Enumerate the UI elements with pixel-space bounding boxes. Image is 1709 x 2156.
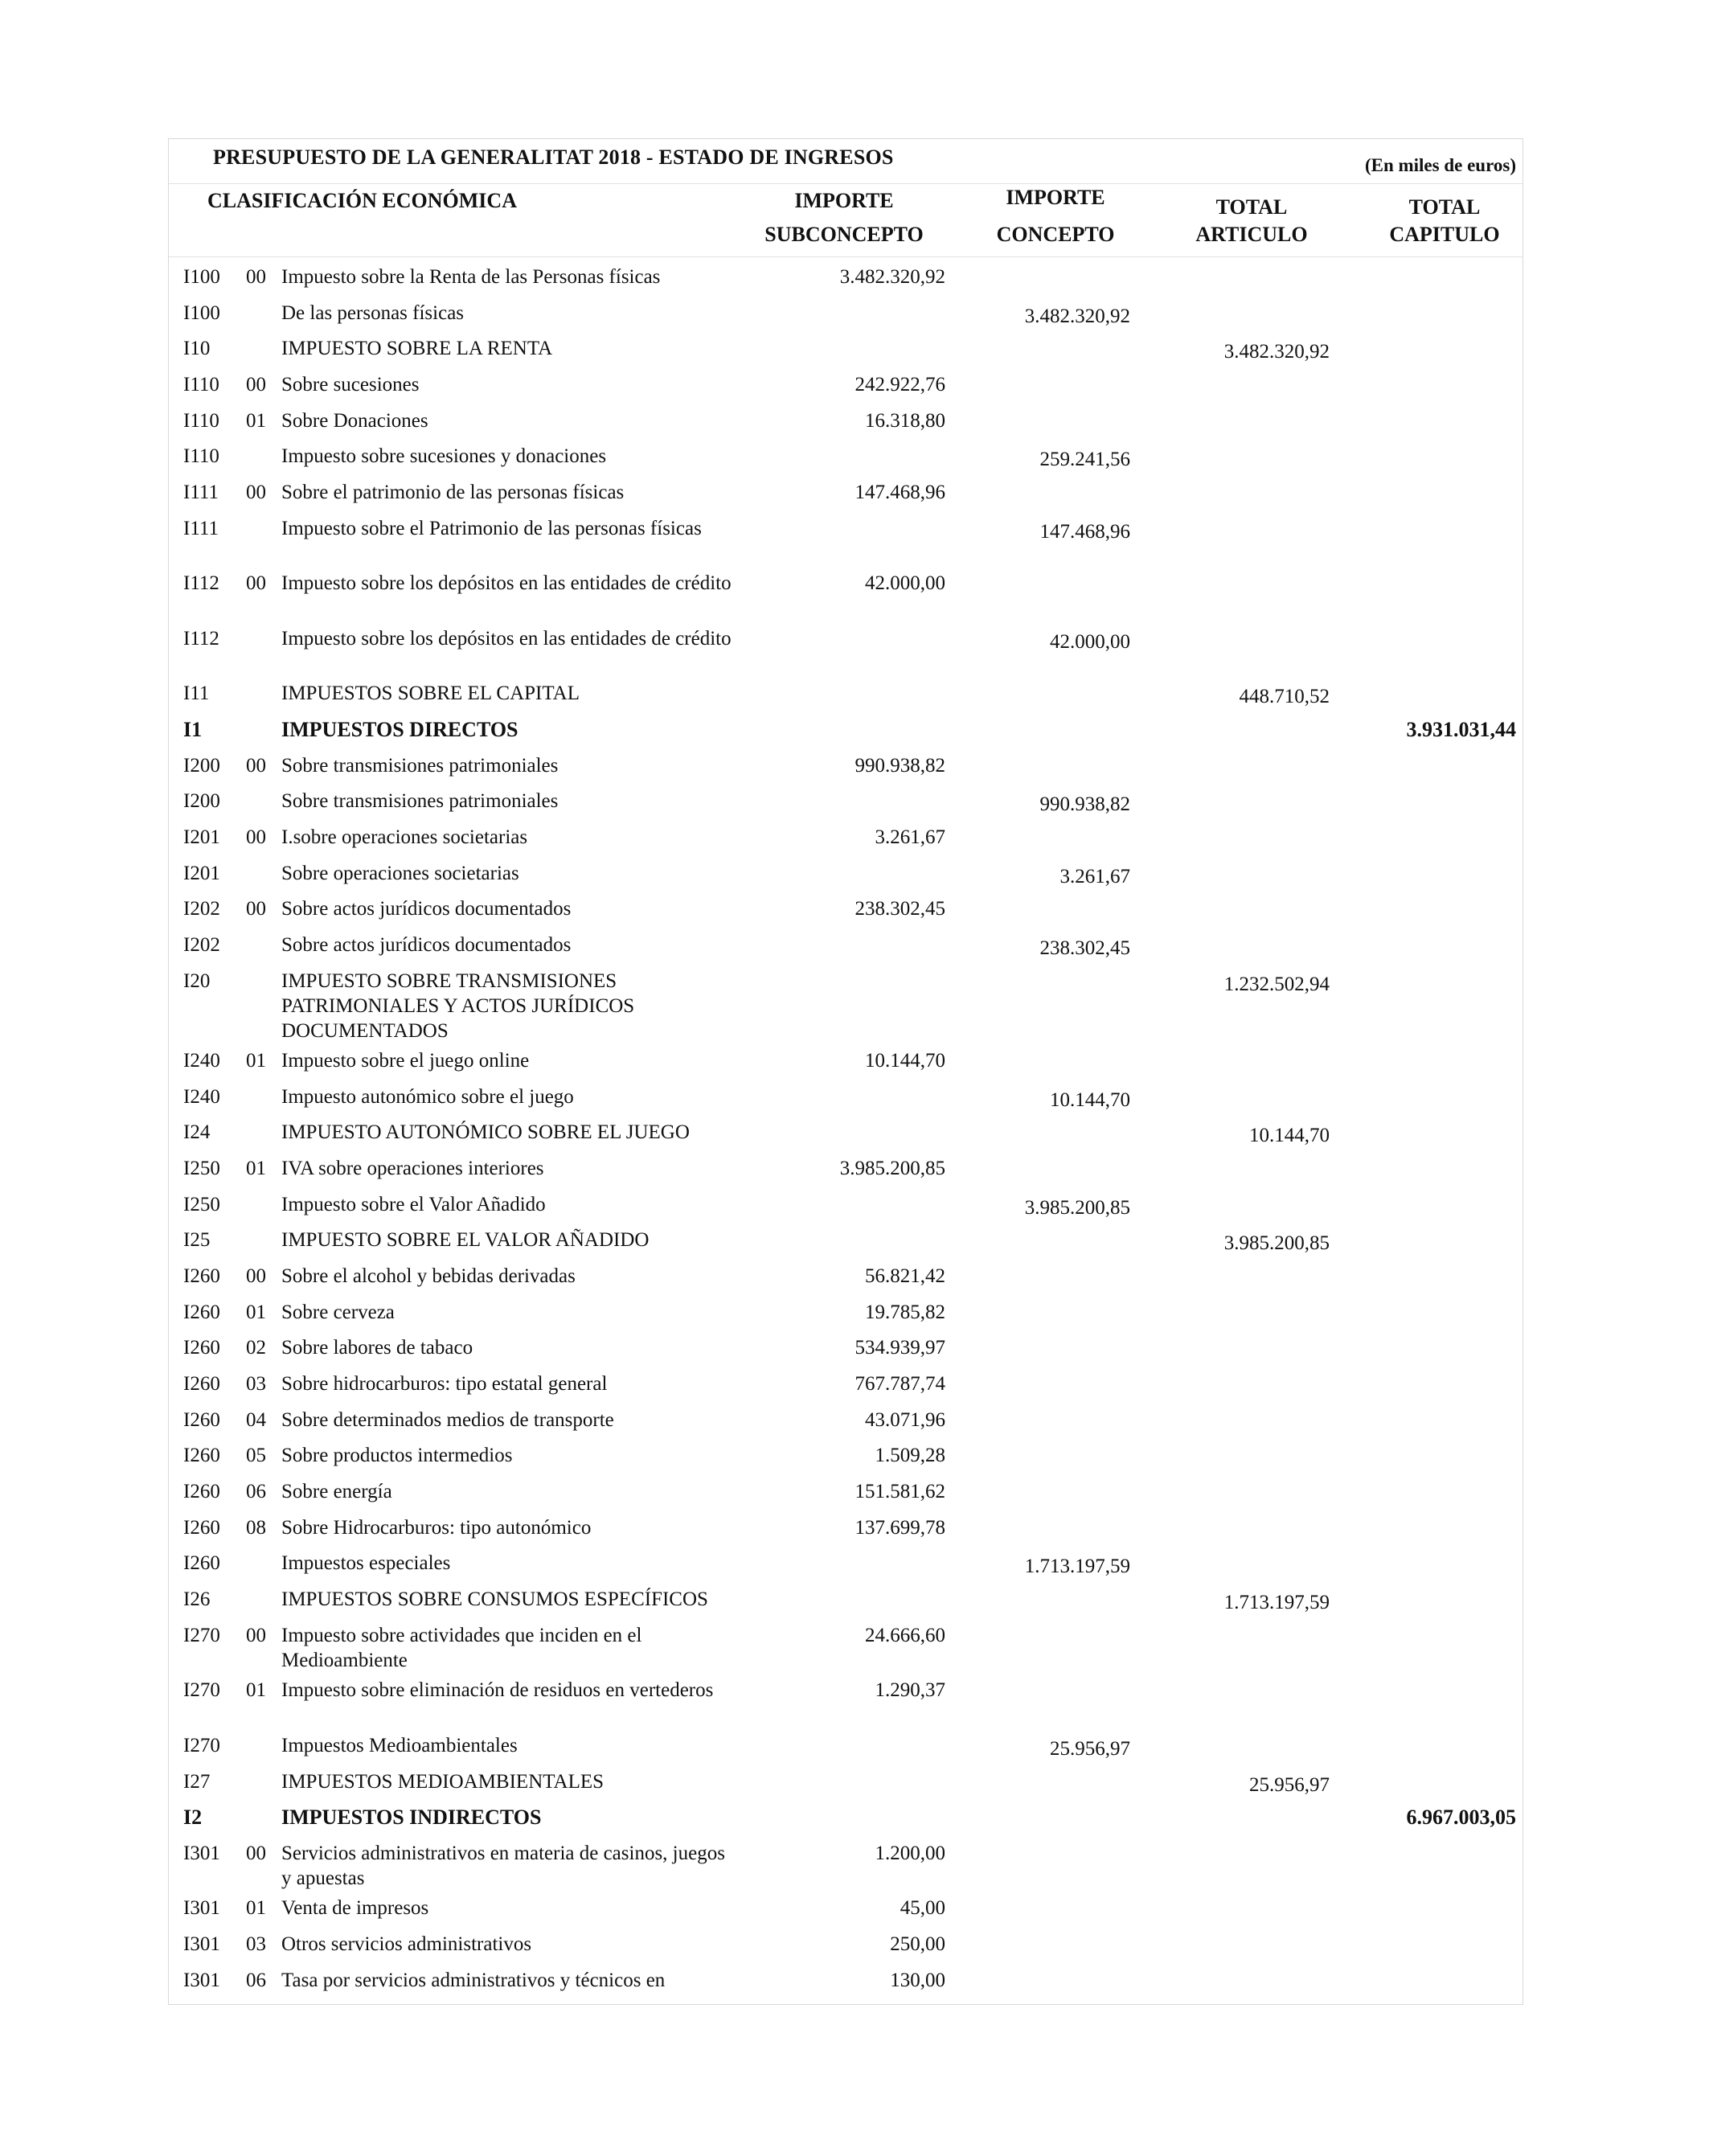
- row-subcode: 00: [246, 482, 266, 504]
- table-row: [169, 1479, 1523, 1515]
- row-importe-subconcepto: 24.666,60: [865, 1624, 945, 1646]
- row-description: Impuesto sobre eliminación de residuos en vertederos: [281, 1679, 714, 1702]
- row-description: Venta de impresos: [281, 1897, 429, 1920]
- row-importe-subconcepto: 147.468,96: [854, 482, 945, 504]
- table-row: [169, 1805, 1523, 1841]
- row-description: Sobre productos intermedios: [281, 1445, 513, 1467]
- row-subcode: 01: [246, 1157, 266, 1179]
- table-row: [169, 1371, 1523, 1408]
- table-row: [169, 1300, 1523, 1336]
- row-code: I270: [183, 1734, 220, 1756]
- row-code: I26: [183, 1588, 211, 1611]
- row-importe-concepto: 10.144,70: [1050, 1088, 1130, 1111]
- table-row: [169, 480, 1523, 516]
- document-title: PRESUPUESTO DE LA GENERALITAT 2018 - ESTADO DE INGRESOS: [213, 146, 894, 169]
- row-description: Impuesto sobre el juego online: [281, 1049, 530, 1072]
- table-row: [169, 1551, 1523, 1587]
- row-code: I301: [183, 1933, 220, 1956]
- row-total-articulo: 448.710,52: [1239, 686, 1330, 708]
- table-row: [169, 1932, 1523, 1968]
- table-row: [169, 861, 1523, 897]
- row-importe-concepto: 238.302,45: [1039, 937, 1130, 960]
- row-importe-subconcepto: 238.302,45: [854, 898, 945, 920]
- table-row: [169, 1335, 1523, 1371]
- row-code: I202: [183, 898, 220, 920]
- row-description: Sobre actos jurídicos documentados: [281, 898, 572, 920]
- row-subcode: 06: [246, 1481, 266, 1503]
- table-row: [169, 932, 1523, 969]
- row-importe-subconcepto: 56.821,42: [865, 1264, 945, 1287]
- table-row: [169, 1896, 1523, 1932]
- row-importe-subconcepto: 10.144,70: [865, 1049, 945, 1072]
- row-subcode: 06: [246, 1969, 266, 1991]
- row-code: I240: [183, 1085, 220, 1108]
- row-subcode: 03: [246, 1373, 266, 1395]
- header-concepto-bottom: CONCEPTO: [996, 223, 1115, 246]
- table-row: [169, 789, 1523, 825]
- row-importe-concepto: 3.261,67: [1059, 865, 1130, 887]
- row-description: Tasa por servicios administrativos y técnicos en: [281, 1969, 666, 1991]
- table-row: [169, 896, 1523, 932]
- row-subcode: 04: [246, 1408, 266, 1431]
- row-description: Sobre determinados medios de transporte: [281, 1408, 614, 1431]
- table-row: [169, 626, 1523, 682]
- row-importe-subconcepto: 45,00: [900, 1897, 945, 1920]
- row-description: Otros servicios administrativos: [281, 1933, 532, 1956]
- row-description: Servicios administrativos en materia de casinos, juegos y apuestas: [281, 1842, 725, 1889]
- row-description: Sobre sucesiones: [281, 374, 420, 396]
- row-description: Impuesto sobre sucesiones y donaciones: [281, 445, 607, 468]
- row-description: Impuesto autonómico sobre el juego: [281, 1085, 574, 1108]
- row-description: Impuesto sobre la Renta de las Personas físicas: [281, 266, 661, 288]
- row-code: I301: [183, 1897, 220, 1920]
- row-code: I201: [183, 862, 220, 884]
- row-code: I2: [183, 1806, 203, 1830]
- table-row: [169, 969, 1523, 1048]
- row-total-articulo: 3.482.320,92: [1223, 341, 1330, 363]
- row-description: IMPUESTOS MEDIOAMBIENTALES: [281, 1770, 605, 1793]
- row-code: I100: [183, 301, 220, 324]
- header-subconcepto-top: IMPORTE: [794, 189, 894, 212]
- row-total-articulo: 25.956,97: [1249, 1773, 1330, 1796]
- table-row: [169, 1192, 1523, 1228]
- row-subcode: 01: [246, 1679, 266, 1702]
- table-row: [169, 336, 1523, 372]
- budget-document: [168, 138, 1523, 2005]
- row-description: Sobre transmisiones patrimoniales: [281, 790, 559, 813]
- row-description: Impuestos Medioambientales: [281, 1734, 518, 1756]
- row-description: Sobre el patrimonio de las personas físicas: [281, 482, 625, 504]
- header-articulo-top: TOTAL: [1215, 195, 1288, 219]
- row-importe-subconcepto: 767.787,74: [854, 1373, 945, 1395]
- row-code: I24: [183, 1121, 211, 1144]
- table-row: [169, 1841, 1523, 1896]
- table-row: [169, 1048, 1523, 1084]
- row-description: Impuestos especiales: [281, 1552, 451, 1575]
- row-description: IMPUESTOS INDIRECTOS: [281, 1806, 542, 1830]
- table-row: [169, 753, 1523, 789]
- row-subcode: 00: [246, 374, 266, 396]
- row-importe-subconcepto: 534.939,97: [854, 1337, 945, 1359]
- row-description: IVA sobre operaciones interiores: [281, 1157, 544, 1179]
- row-description: Impuesto sobre los depósitos en las entidades de crédito: [281, 572, 732, 595]
- row-subcode: 00: [246, 1624, 266, 1646]
- row-subcode: 00: [246, 1842, 266, 1864]
- row-description: Sobre labores de tabaco: [281, 1337, 473, 1359]
- row-description: Sobre operaciones societarias: [281, 862, 519, 884]
- row-importe-concepto: 147.468,96: [1039, 520, 1130, 543]
- row-description: De las personas físicas: [281, 301, 465, 324]
- row-importe-concepto: 42.000,00: [1050, 630, 1130, 653]
- row-importe-subconcepto: 242.922,76: [854, 374, 945, 396]
- row-code: I260: [183, 1301, 220, 1323]
- header-capitulo-top: TOTAL: [1408, 195, 1481, 219]
- row-total-capitulo: 6.967.003,05: [1406, 1806, 1516, 1830]
- row-code: I20: [183, 969, 211, 992]
- row-subcode: 01: [246, 1049, 266, 1072]
- row-code: I110: [183, 374, 219, 396]
- table-row: [169, 516, 1523, 572]
- row-importe-subconcepto: 43.071,96: [865, 1408, 945, 1431]
- row-subcode: 01: [246, 1897, 266, 1920]
- row-code: I1: [183, 718, 203, 741]
- row-description: Impuesto sobre los depósitos en las entidades de crédito: [281, 627, 732, 650]
- table-row: [169, 717, 1523, 753]
- row-code: I111: [183, 517, 219, 539]
- row-subcode: 00: [246, 572, 266, 595]
- row-description: Sobre Donaciones: [281, 409, 428, 432]
- row-code: I110: [183, 409, 219, 432]
- row-description: IMPUESTOS DIRECTOS: [281, 718, 518, 741]
- row-description: I.sobre operaciones societarias: [281, 826, 528, 849]
- row-subcode: 00: [246, 898, 266, 920]
- table-row: [169, 1228, 1523, 1264]
- row-importe-subconcepto: 250,00: [890, 1933, 945, 1956]
- row-code: I11: [183, 682, 210, 705]
- row-importe-subconcepto: 1.290,37: [875, 1679, 945, 1702]
- row-code: I270: [183, 1624, 220, 1646]
- row-description: IMPUESTO AUTONÓMICO SOBRE EL JUEGO: [281, 1121, 690, 1144]
- row-importe-subconcepto: 3.261,67: [875, 826, 945, 849]
- header-articulo-bottom: ARTICULO: [1195, 223, 1308, 246]
- row-description: Sobre hidrocarburos: tipo estatal general: [281, 1373, 608, 1395]
- table-row: [169, 1678, 1523, 1733]
- table-row: [169, 1408, 1523, 1444]
- row-code: I202: [183, 934, 220, 957]
- row-description: IMPUESTO SOBRE LA RENTA: [281, 338, 553, 360]
- row-code: I260: [183, 1481, 220, 1503]
- table-row: [169, 1084, 1523, 1121]
- row-code: I112: [183, 572, 219, 595]
- row-subcode: 00: [246, 266, 266, 288]
- row-code: I250: [183, 1157, 220, 1179]
- row-description: IMPUESTO SOBRE TRANSMISIONES PATRIMONIALES Y ACTOS JURÍDICOS DOCUMENTADOS: [281, 969, 635, 1042]
- row-subcode: 01: [246, 1301, 266, 1323]
- row-code: I111: [183, 482, 219, 504]
- row-description: Sobre el alcohol y bebidas derivadas: [281, 1264, 576, 1287]
- row-subcode: 03: [246, 1933, 266, 1956]
- row-subcode: 05: [246, 1445, 266, 1467]
- row-importe-subconcepto: 1.200,00: [875, 1842, 945, 1864]
- row-description: Sobre cerveza: [281, 1301, 395, 1323]
- header-capitulo-bottom: CAPITULO: [1389, 223, 1500, 246]
- row-code: I110: [183, 445, 219, 468]
- row-code: I200: [183, 754, 220, 777]
- row-description: IMPUESTO SOBRE EL VALOR AÑADIDO: [281, 1229, 650, 1252]
- row-code: I112: [183, 627, 219, 650]
- header-subconcepto-bottom: SUBCONCEPTO: [764, 223, 924, 246]
- table-row: [169, 1587, 1523, 1623]
- title-row: [169, 139, 1523, 184]
- table-row: [169, 264, 1523, 301]
- row-importe-subconcepto: 990.938,82: [854, 754, 945, 777]
- row-total-articulo: 10.144,70: [1249, 1125, 1330, 1147]
- table-row: [169, 1156, 1523, 1192]
- row-importe-subconcepto: 3.985.200,85: [839, 1157, 945, 1179]
- row-code: I260: [183, 1373, 220, 1395]
- row-subcode: 00: [246, 1264, 266, 1287]
- row-description: Sobre actos jurídicos documentados: [281, 934, 572, 957]
- row-importe-subconcepto: 19.785,82: [865, 1301, 945, 1323]
- row-importe-subconcepto: 3.482.320,92: [839, 266, 945, 288]
- row-importe-subconcepto: 16.318,80: [865, 409, 945, 432]
- row-code: I10: [183, 338, 211, 360]
- row-description: Sobre transmisiones patrimoniales: [281, 754, 559, 777]
- table-row: [169, 301, 1523, 337]
- row-code: I27: [183, 1770, 211, 1793]
- row-importe-subconcepto: 1.509,28: [875, 1445, 945, 1467]
- row-total-articulo: 3.985.200,85: [1223, 1232, 1330, 1255]
- table-body: [169, 264, 1523, 2003]
- table-row: [169, 1623, 1523, 1678]
- table-row: [169, 1733, 1523, 1769]
- row-description: Impuesto sobre actividades que inciden en el Medioambiente: [281, 1624, 642, 1671]
- row-total-articulo: 1.713.197,59: [1223, 1592, 1330, 1614]
- header-concepto-top: IMPORTE: [1006, 186, 1105, 209]
- column-headers: [169, 184, 1523, 257]
- row-code: I260: [183, 1445, 220, 1467]
- row-code: I270: [183, 1679, 220, 1702]
- row-importe-concepto: 990.938,82: [1039, 793, 1130, 816]
- row-code: I260: [183, 1337, 220, 1359]
- row-subcode: 08: [246, 1516, 266, 1539]
- table-row: [169, 681, 1523, 717]
- row-description: IMPUESTOS SOBRE EL CAPITAL: [281, 682, 580, 705]
- table-row: [169, 444, 1523, 480]
- row-code: I240: [183, 1049, 220, 1072]
- table-row: [169, 571, 1523, 626]
- row-subcode: 01: [246, 409, 266, 432]
- row-importe-subconcepto: 137.699,78: [854, 1516, 945, 1539]
- table-row: [169, 825, 1523, 861]
- table-row: [169, 1120, 1523, 1156]
- row-description: Impuesto sobre el Patrimonio de las personas físicas: [281, 517, 702, 539]
- table-row: [169, 1443, 1523, 1479]
- row-code: I301: [183, 1969, 220, 1991]
- row-code: I260: [183, 1264, 220, 1287]
- row-code: I301: [183, 1842, 220, 1864]
- row-description: IMPUESTOS SOBRE CONSUMOS ESPECÍFICOS: [281, 1588, 708, 1611]
- row-code: I250: [183, 1193, 220, 1215]
- row-code: I260: [183, 1408, 220, 1431]
- units-note: (En miles de euros): [1364, 155, 1516, 175]
- row-description: Impuesto sobre el Valor Añadido: [281, 1193, 546, 1215]
- table-row: [169, 372, 1523, 408]
- table-row: [169, 1515, 1523, 1551]
- row-code: I25: [183, 1229, 211, 1252]
- row-total-capitulo: 3.931.031,44: [1406, 718, 1516, 741]
- row-importe-subconcepto: 151.581,62: [854, 1481, 945, 1503]
- row-importe-subconcepto: 130,00: [890, 1969, 945, 1991]
- row-description: Sobre Hidrocarburos: tipo autonómico: [281, 1516, 592, 1539]
- row-importe-concepto: 1.713.197,59: [1024, 1556, 1130, 1578]
- row-subcode: 02: [246, 1337, 266, 1359]
- header-clasificacion: CLASIFICACIÓN ECONÓMICA: [207, 189, 517, 212]
- row-importe-concepto: 259.241,56: [1039, 449, 1130, 471]
- table-row: [169, 1769, 1523, 1806]
- table-row: [169, 1264, 1523, 1300]
- row-code: I260: [183, 1552, 220, 1575]
- row-subcode: 00: [246, 826, 266, 849]
- table-row: [169, 408, 1523, 445]
- row-importe-concepto: 3.985.200,85: [1024, 1196, 1130, 1219]
- row-code: I200: [183, 790, 220, 813]
- row-importe-concepto: 3.482.320,92: [1024, 305, 1130, 327]
- row-code: I100: [183, 266, 220, 288]
- row-importe-concepto: 25.956,97: [1050, 1737, 1130, 1760]
- row-importe-subconcepto: 42.000,00: [865, 572, 945, 595]
- row-description: Sobre energía: [281, 1481, 392, 1503]
- table-row: [169, 1968, 1523, 2004]
- row-code: I260: [183, 1516, 220, 1539]
- row-subcode: 00: [246, 754, 266, 777]
- row-code: I201: [183, 826, 220, 849]
- row-total-articulo: 1.232.502,94: [1223, 973, 1330, 995]
